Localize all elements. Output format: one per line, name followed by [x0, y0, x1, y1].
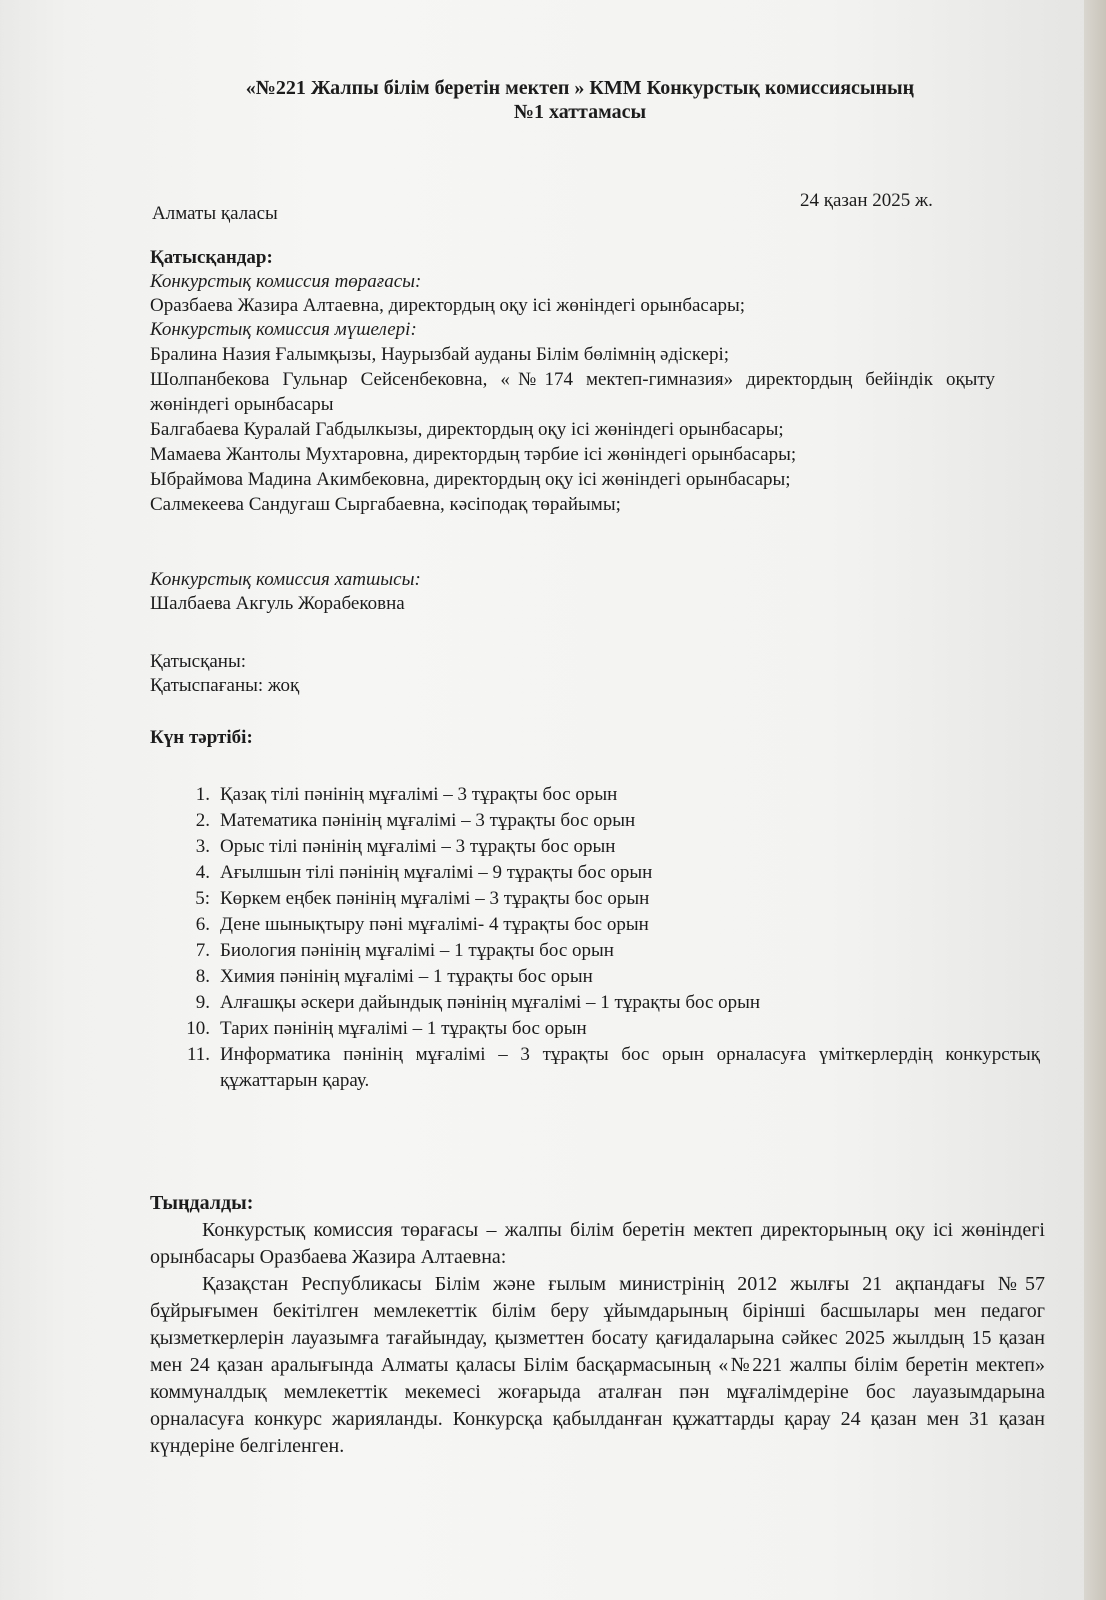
- heard-heading: Тыңдалды:: [150, 1192, 254, 1214]
- background-edge: [1084, 0, 1106, 1600]
- agenda-item-text: Химия пәнінің мұғалімі – 1 тұрақты бос орын: [220, 966, 593, 987]
- agenda-item: [180, 886, 1040, 912]
- heard-paragraph: Конкурстық комиссия төрағасы – жалпы білім беретін мектеп директорының оқу ісі жөніндегі орынбасары Оразбаева Жазира Алтаевна:: [150, 1219, 1045, 1268]
- agenda-item: [180, 808, 1040, 834]
- agenda-item-text: Алғашқы әскери дайындық пәнінің мұғалімі – 1 тұрақты бос орын: [220, 992, 761, 1013]
- agenda-item-number: 9.: [195, 992, 210, 1013]
- chair-name: Оразбаева Жазира Алтаевна, директордың оқу ісі жөніндегі орынбасары;: [150, 295, 746, 316]
- agenda-item-text: Тарих пәнінің мұғалімі – 1 тұрақты бос орын: [220, 1018, 587, 1039]
- agenda-item-number: 10.: [186, 1018, 210, 1039]
- agenda-item-text: Көркем еңбек пәнінің мұғалімі – 3 тұрақты бос орын: [220, 888, 650, 909]
- city: Алматы қаласы: [152, 203, 278, 224]
- member-item: Мамаева Жантолы Мухтаровна, директордың тәрбие ісі жөніндегі орынбасары;: [150, 444, 797, 465]
- participants-heading: Қатысқандар:: [150, 247, 273, 268]
- present-label: Қатысқаны:: [150, 651, 246, 672]
- agenda-item-text: Орыс тілі пәнінің мұғалімі – 3 тұрақты бос орын: [220, 836, 616, 857]
- agenda-item: [180, 990, 1040, 1016]
- agenda-item-number: 11.: [186, 1044, 210, 1065]
- agenda-item-text: Информатика пәнінің мұғалімі – 3 тұрақты бос орын орналасуға үміткерлердің конкурстық құжаттарын қарау.: [220, 1044, 1040, 1091]
- agenda-item-text: Математика пәнінің мұғалімі – 3 тұрақты бос орын: [220, 810, 636, 831]
- secretary-name: Шалбаева Акгуль Жорабековна: [150, 593, 405, 614]
- agenda-item-number: 6.: [195, 914, 210, 935]
- participants-section: [150, 246, 1030, 517]
- agenda-item: [180, 938, 1040, 964]
- secretary-label: Конкурстық комиссия хатшысы:: [150, 569, 421, 590]
- agenda-item: [180, 912, 1040, 938]
- member-item: Балгабаева Куралай Габдылкызы, директордың оқу ісі жөніндегі орынбасары;: [150, 419, 784, 440]
- agenda-item-number: 2.: [195, 810, 210, 831]
- agenda-item-number: 1.: [195, 784, 210, 805]
- agenda-item-number: 7.: [195, 940, 210, 961]
- title-line-1: «№221 Жалпы білім беретін мектеп » КММ Конкурстық комиссиясының: [245, 77, 915, 99]
- agenda-item-text: Биология пәнінің мұғалімі – 1 тұрақты бос орын: [220, 940, 614, 961]
- agenda-list: [180, 782, 1040, 1094]
- members-label: Конкурстық комиссия мүшелері:: [150, 319, 417, 340]
- member-item: Ыбраймова Мадина Акимбековна, директордың оқу ісі жөніндегі орынбасары;: [150, 469, 791, 490]
- title-line-2: №1 хаттамасы: [513, 101, 647, 123]
- agenda-item: [180, 1016, 1040, 1042]
- agenda-item-number: 8.: [195, 966, 210, 987]
- heard-section: [150, 1190, 1045, 1460]
- chair-label: Конкурстық комиссия төрағасы:: [150, 271, 422, 292]
- secretary-section: [150, 568, 1030, 616]
- agenda-item: [180, 782, 1040, 808]
- agenda-item-text: Дене шынықтыру пәні мұғалімі- 4 тұрақты бос орын: [220, 914, 649, 935]
- agenda-item-number: 3.: [195, 836, 210, 857]
- member-item: Шолпанбекова Гульнар Сейсенбековна, «№174 мектеп-гимназия» директордың бейіндік оқыту жөніндегі орынбасары: [150, 369, 995, 415]
- agenda-item: [180, 834, 1040, 860]
- agenda-item-text: Ағылшын тілі пәнінің мұғалімі – 9 тұрақты бос орын: [220, 862, 653, 883]
- agenda-item: [180, 1042, 1040, 1094]
- document-title: [0, 76, 1106, 124]
- agenda-item-text: Қазақ тілі пәнінің мұғалімі – 3 тұрақты бос орын: [220, 784, 618, 805]
- agenda-heading: Күн тәртібі:: [150, 727, 253, 748]
- agenda-item: [180, 860, 1040, 886]
- agenda-item-number: 5:: [195, 888, 210, 909]
- date: 24 қазан 2025 ж.: [800, 190, 933, 211]
- absent-label: Қатыспағаны: жоқ: [150, 675, 300, 696]
- heard-paragraph: Қазақстан Республикасы Білім және ғылым министрінің 2012 жылғы 21 ақпандағы №57 бұйрығымен бекітілген мемлекеттік білім беру ұйымдарының бірінші басшылары мен педагог қызметкерлерін лауазымға тағайындау, қызметтен босату қағидаларына сәйкес 2025 жылдың 15 қазан мен 24 қазан аралығында Алматы қаласы Білім басқармасының «№221 жалпы білім беретін мектеп» коммуналдық мемлекеттік мекемесі жоғарыда аталған пән мұғалімдеріне бос лауазымдарына орналасуға конкурс жарияланды. Конкурсқа қабылданған құжаттарды қарау 24 қазан мен 31 қазан күндеріне белгіленген.: [150, 1273, 1045, 1457]
- attendance-section: [150, 650, 1030, 698]
- agenda-item-number: 4.: [195, 862, 210, 883]
- member-item: Салмекеева Сандугаш Сыргабаевна, кәсіподақ төрайымы;: [150, 494, 621, 515]
- agenda-item: [180, 964, 1040, 990]
- member-item: Бралина Назия Ғалымқызы, Наурызбай ауданы Білім бөлімнің әдіскері;: [150, 344, 730, 365]
